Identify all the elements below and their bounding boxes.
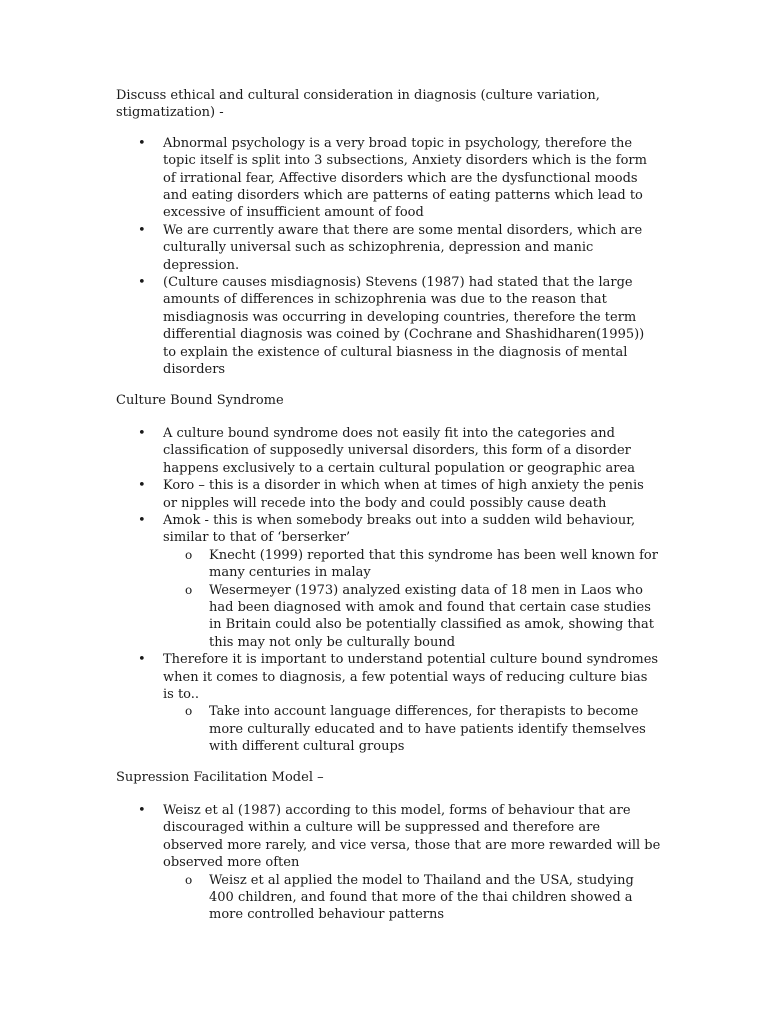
list-item-text: Weisz et al (1987) according to this model, forms of behaviour that are discouraged within a culture will be suppressed and therefore are observed more rarely, and vice versa, those that are more rewarded will be observed more often — [163, 803, 661, 871]
sub-list-item — [163, 547, 661, 582]
sub-list-item-text: Knecht (1999) reported that this syndrome has been well known for many centuries in malay — [209, 547, 658, 581]
list-item — [116, 802, 661, 924]
section-heading-supression-facilitation: Supression Facilitation Model – — [116, 769, 324, 785]
bullet-icon: • — [138, 512, 146, 528]
list-item — [116, 477, 661, 512]
list-item-text: Koro – this is a disorder in which when at times of high anxiety the penis or nipples will recede into the body and could possibly cause death — [163, 478, 644, 511]
sub-list-item — [163, 703, 661, 755]
section3-bullet-list — [116, 802, 661, 924]
list-item — [116, 651, 661, 755]
list-item-text: We are currently aware that there are some mental disorders, which are culturally universal such as schizophrenia, depression and manic depression. — [163, 222, 643, 273]
sub-list-item — [163, 872, 661, 924]
list-item-text: Amok - this is when somebody breaks out into a sudden wild behaviour, similar to that of ‘berserker’ — [163, 512, 636, 546]
section1-bullet-list — [116, 135, 661, 379]
list-item — [116, 274, 661, 378]
list-item-text: Therefore it is important to understand potential culture bound syndromes when it comes to diagnosis, a few potential ways of reducing culture bias is to.. — [163, 652, 659, 702]
sub-list-item-text: Weisz et al applied the model to Thailand and the USA, studying 400 children, and found that more of the thai children showed a more controlled behaviour patterns — [209, 872, 634, 923]
weisz-sub-list — [163, 872, 661, 924]
bullet-icon: • — [138, 478, 146, 494]
list-item-text: (Culture causes misdiagnosis) Stevens (1987) had stated that the large amounts of differences in schizophrenia was due to the reason that misdiagnosis was occurring in developing countries, therefore the term differential diagnosis was coined by (Cochrane and Shashidharen(1995)) to explain the existence of cultural biasness in the diagnosis of mental disorders — [163, 275, 645, 378]
bullet-icon: • — [138, 275, 146, 291]
bullet-icon: • — [138, 652, 146, 668]
sub-list-item — [163, 582, 661, 652]
bullet-icon: • — [138, 803, 146, 819]
sub-list-item-text: Take into account language differences, for therapists to become more culturally educated and to have patients identify themselves with different cultural groups — [209, 704, 646, 755]
sub-bullet-icon: o — [185, 547, 193, 562]
list-item-text: A culture bound syndrome does not easily fit into the categories and classification of supposedly universal disorders, this form of a disorder happens exclusively to a certain cultural population or geographic area — [163, 425, 635, 476]
bullet-icon: • — [138, 135, 146, 151]
amok-sub-list — [163, 547, 661, 651]
culture-bias-sub-list — [163, 703, 661, 755]
sub-bullet-icon: o — [185, 872, 193, 887]
list-item — [116, 135, 661, 222]
sub-bullet-icon: o — [185, 704, 193, 719]
sub-bullet-icon: o — [185, 582, 193, 597]
sub-list-item-text: Wesermeyer (1973) analyzed existing data of 18 men in Laos who had been diagnosed with amok and found that certain case studies in Britain could also be potentially classified as amok, showing that this may not only be culturally bound — [209, 582, 655, 650]
list-item — [116, 425, 661, 477]
bullet-icon: • — [138, 425, 146, 441]
list-item — [116, 222, 661, 274]
intro-paragraph: Discuss ethical and cultural consideration in diagnosis (culture variation, stigmatization) - — [116, 88, 600, 121]
document-body — [116, 87, 661, 924]
list-item-text: Abnormal psychology is a very broad topic in psychology, therefore the topic itself is split into 3 subsections, Anxiety disorders which is the form of irrational fear, Affective disorders which are the dysfunctional moods and eating disorders which are patterns of eating patterns which lead to excessive of insufficient amount of food — [163, 135, 647, 221]
bullet-icon: • — [138, 222, 146, 238]
section2-bullet-list — [116, 425, 661, 756]
list-item — [116, 512, 661, 651]
section-heading-culture-bound: Culture Bound Syndrome — [116, 392, 284, 408]
